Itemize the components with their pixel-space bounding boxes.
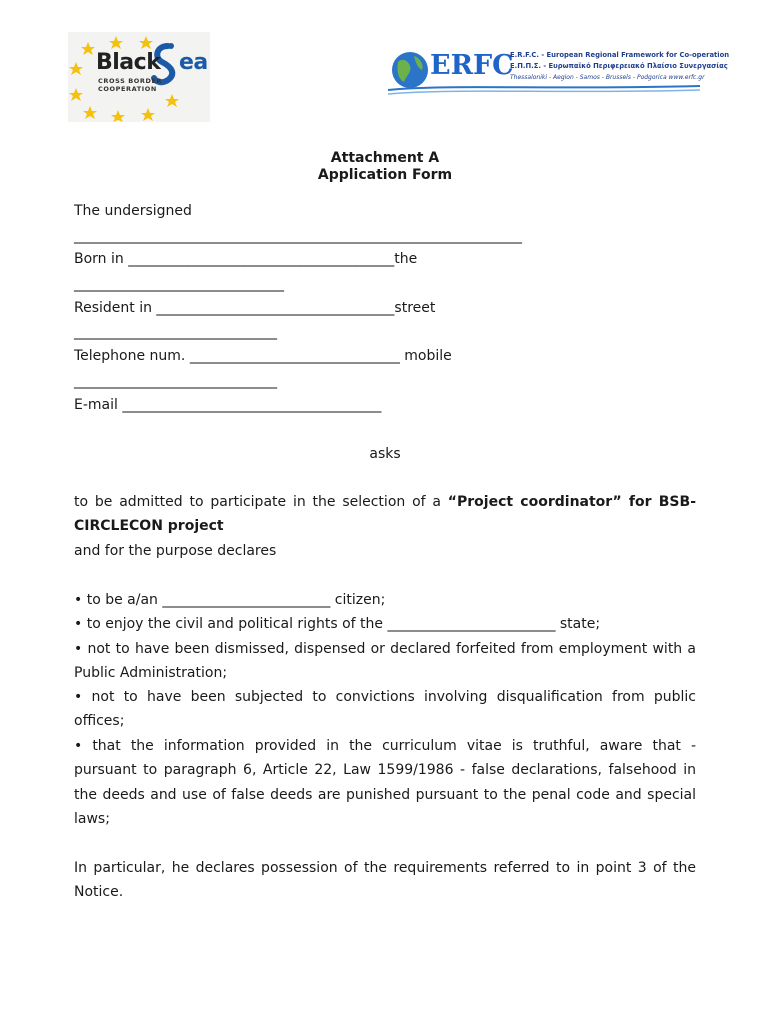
erfc-tagline [510,50,730,83]
logo-word-sea: ea [179,50,208,75]
erfc-line-3: Thessaloniki - Aegion - Samos - Brussels - Podgorica www.erfc.gr [510,74,705,81]
erfc-acronym: ERFC [430,50,514,81]
logo-word-black: Black [96,50,161,75]
declaration-citizenship[interactable]: • to be a/an ________________________ citizen; [74,592,386,608]
erfc-line-2: Ε.Π.Π.Σ. - Ευρωπαϊκό Περιφερειακό Πλαίσιο Συνεργασίας [510,62,728,70]
logo-subtitle-2: COOPERATION [98,85,157,93]
purpose-text: and for the purpose declares [74,543,277,559]
undersigned-name-field[interactable]: ________________________________________________________________ [74,228,522,244]
requirements-line-1: In particular, he declares possession of the requirements referred to in point 3 of the [74,860,696,876]
email-row[interactable]: E-mail _____________________________________ [74,397,382,413]
declaration-cv-line-1: • that the information provided in the curriculum vitae is truthful, aware that - [74,738,696,754]
born-in-row [74,251,417,267]
admission-line-1 [74,494,696,510]
resident-in-field[interactable]: __________________________________ [156,300,395,316]
asks-text: asks [369,446,401,462]
telephone-row[interactable]: Telephone num. ______________________________ mobile [74,348,452,364]
position-title: “Project coordinator” for BSB- [447,494,697,510]
mobile-field[interactable]: _____________________________ [74,373,277,389]
attachment-title: Attachment A [330,150,440,166]
form-title: Application Form [317,167,453,183]
street-field[interactable]: _____________________________ [74,324,277,340]
declaration-cv-line-3: the deeds and use of false deeds are punished pursuant to the penal code and special [74,787,696,803]
born-in-label: Born in [74,251,129,267]
admission-text: to be admitted to participate in the selection of a [74,494,448,510]
resident-row [74,300,435,316]
declaration-convictions-line-2: offices; [74,713,125,729]
born-date-label: the [394,251,418,267]
undersigned-label: The undersigned [74,203,192,219]
street-label: street [394,300,436,316]
erfc-logo [388,46,730,98]
declaration-cv-line-2: pursuant to paragraph 6, Article 22, Law 1599/1986 - false declarations, falsehood in [74,762,696,778]
declaration-civil-rights[interactable]: • to enjoy the civil and political rights of the ________________________ state; [74,616,601,632]
project-name: CIRCLECON project [74,518,224,534]
requirements-line-2: Notice. [74,884,124,900]
born-date-field[interactable]: ______________________________ [74,276,284,292]
resident-in-label: Resident in [74,300,157,316]
black-sea-logo [68,32,210,122]
declaration-cv-line-4: laws; [74,811,110,827]
born-in-field[interactable]: ______________________________________ [128,251,395,267]
logo-subtitle-1: CROSS BORDER [98,77,163,85]
declaration-dismissal-line-1: • not to have been dismissed, dispensed or declared forfeited from employment with a [74,641,696,657]
declaration-dismissal-line-2: Public Administration; [74,665,228,681]
admission-line-2 [74,518,224,534]
declaration-convictions-line-1: • not to have been subjected to convictions involving disqualification from public [74,689,696,705]
erfc-line-1: E.R.F.C. - European Regional Framework for Co-operation [510,51,730,59]
